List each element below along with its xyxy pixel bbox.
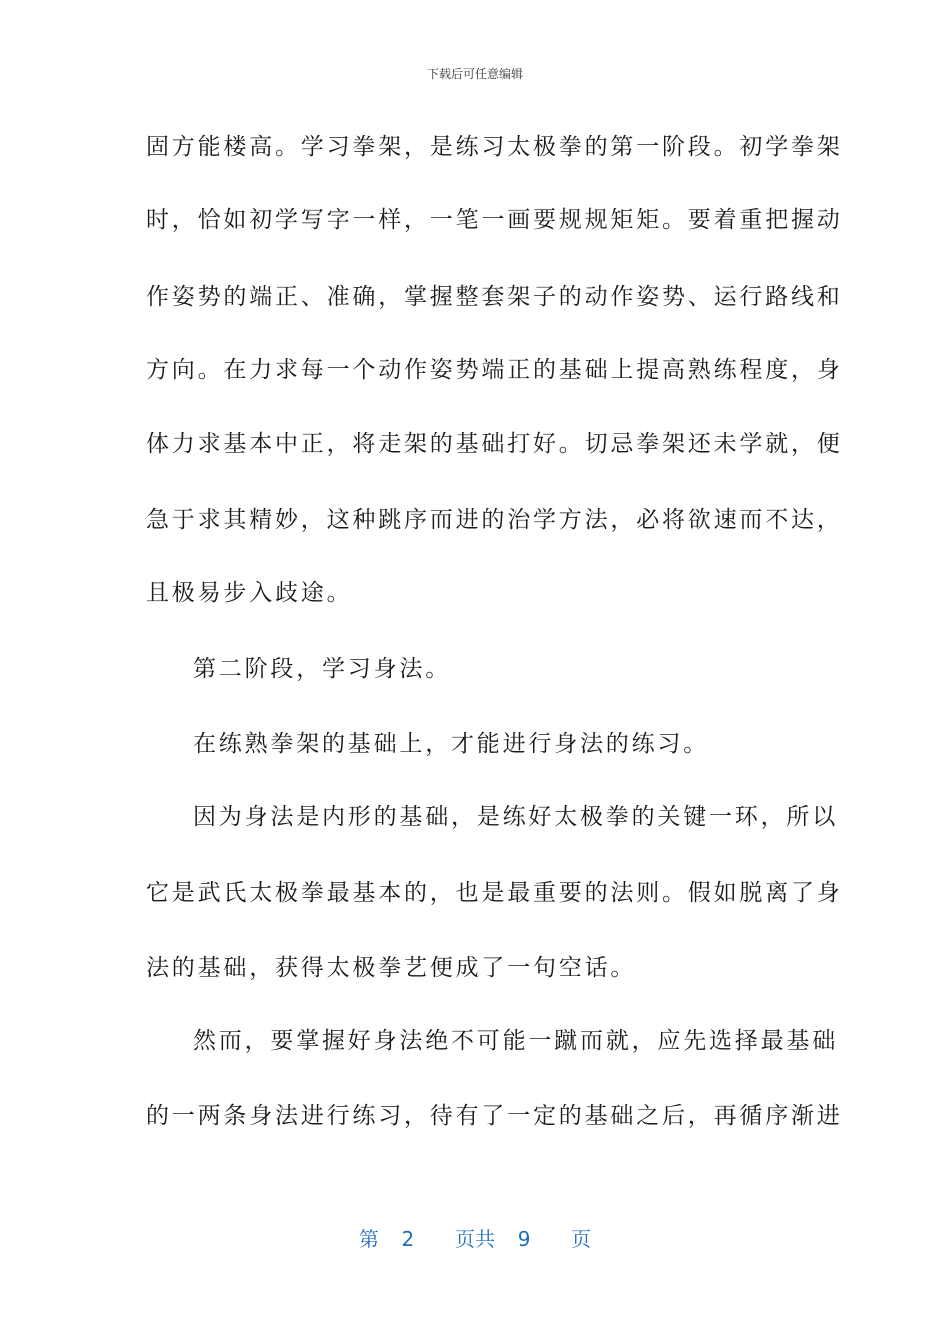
page-prefix: 第 — [358, 1227, 379, 1251]
total-pages: 9 — [517, 1227, 531, 1251]
body-line: 的一两条身法进行练习，待有了一定的基础之后，再循序渐进 — [146, 1103, 843, 1129]
body-line: 法的基础，获得太极拳艺便成了一句空话。 — [146, 955, 637, 981]
body-line: 因为身法是内形的基础，是练好太极拳的关键一环，所以 — [193, 804, 838, 830]
body-line: 它是武氏太极拳最基本的，也是最重要的法则。假如脱离了身 — [146, 880, 843, 906]
page-number: 2 — [401, 1227, 415, 1251]
body-line: 且极易步入歧途。 — [146, 580, 353, 606]
page-suffix: 页 — [571, 1227, 592, 1251]
body-line: 然而，要掌握好身法绝不可能一蹴而就，应先选择最基础 — [193, 1028, 838, 1054]
body-line: 在练熟拳架的基础上，才能进行身法的练习。 — [193, 731, 709, 757]
body-line: 方向。在力求每一个动作姿势端正的基础上提高熟练程度，身 — [146, 357, 843, 383]
page-footer — [0, 1226, 950, 1252]
page-middle: 页共 — [455, 1227, 495, 1251]
body-line: 时，恰如初学写字一样，一笔一画要规规矩矩。要着重把握动 — [146, 207, 843, 233]
page-header: 下载后可任意编辑 — [426, 67, 523, 81]
body-line: 作姿势的端正、准确，掌握整套架子的动作姿势、运行路线和 — [146, 284, 843, 310]
body-line: 体力求基本中正，将走架的基础打好。切忌拳架还未学就，便 — [146, 431, 843, 457]
body-line: 固方能楼高。学习拳架，是练习太极拳的第一阶段。初学拳架 — [146, 134, 843, 160]
body-line: 急于求其精妙，这种跳序而进的治学方法，必将欲速而不达， — [146, 507, 843, 533]
section-heading: 第二阶段，学习身法。 — [193, 656, 451, 682]
